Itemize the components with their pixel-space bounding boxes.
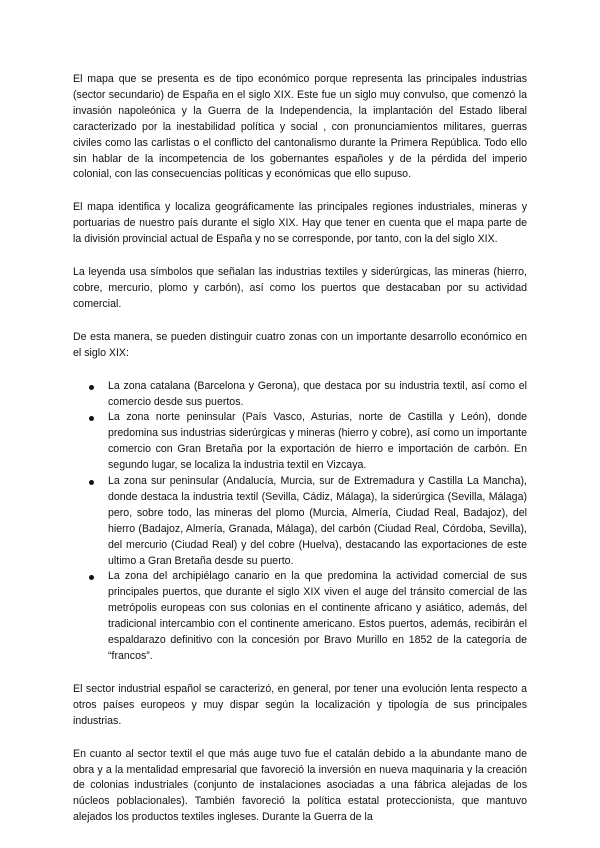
paragraph-industrial-sector: El sector industrial español se caracterizó, en general, por tener una evolución lenta respecto a otros países europeos y muy dispar según la localización y tipología de sus principales industrias. [73,682,527,727]
list-item [108,474,527,569]
zone-text: La zona catalana (Barcelona y Gerona), que destaca por su industria textil, así como el comercio desde sus puertos. [108,379,527,408]
list-item [108,410,527,474]
bullet-icon [89,575,94,580]
zone-text: La zona sur peninsular (Andalucía, Murcia, sur de Extremadura y Castilla La Mancha), donde destaca la industria textil (Sevilla, Cádiz, Málaga), la siderúrgica (Sevilla, Málaga) pero, sobre todo, las mineras del plomo (Murcia, Almería, Ciudad Real, Badajoz), del hierro (Badajoz, Almería, Granada, Málaga), del carbón (Ciudad Real, Córdoba, Sevilla), del mercurio (Ciudad Real) y del cobre (Huelva), destacando las exportaciones de este ultimo a Gran Bretaña desde su puerto. [108,475,527,567]
paragraph-intro: El mapa que se presenta es de tipo económico porque representa las principales industrias (sector secundario) de España en el siglo XIX. Este fue un siglo muy convulso, que comenzó la invasión napoleónica y la Guerra de la Independencia, la implantación del Estado liberal caracterizado por la inestabilidad política y social , con pronunciamientos militares, guerras civiles como las carlistas o el conflicto del cantonalismo durante la Primera República. Todo ello sin hablar de la incompetencia de los gobernantes españoles y de la pérdida del imperio colonial, con las consecuencias políticas y económicas que ello supuso. [73,73,527,181]
bullet-icon [89,385,94,390]
zones-list [73,379,527,665]
list-item [108,569,527,664]
paragraph-zones-intro: De esta manera, se pueden distinguir cuatro zonas con un importante desarrollo económico en el siglo XIX: [73,330,527,359]
zone-text: La zona del archipiélago canario en la que predomina la actividad comercial de sus principales puertos, que durante el siglo XIX viven el auge del tránsito comercial de las metrópolis europeas con sus colonias en el continente africano y asiático, además, del tradicional intercambio con el continente americano. Estos puertos, además, recibirán el espaldarazo definitivo con la concesión por Bravo Murillo en 1852 de la categoría de “francos”. [108,570,527,662]
zone-text: La zona norte peninsular (País Vasco, Asturias, norte de Castilla y León), donde predomina sus industrias siderúrgicas y mineras (hierro y cobre), así como un importante comercio con Gran Bretaña por la exportación de hierro e importación de carbón. En segundo lugar, se localiza la industria textil en Vizcaya. [108,411,527,472]
bullet-icon [89,480,94,485]
paragraph-map-identification: El mapa identifica y localiza geográficamente las principales regiones industriales, mineras y portuarias de nuestro país durante el siglo XIX. Hay que tener en cuenta que el mapa parte de la división provincial actual de España y no se corresponde, por tanto, con la del siglo XIX. [73,201,527,246]
bullet-icon [89,416,94,421]
paragraph-legend: La leyenda usa símbolos que señalan las industrias textiles y siderúrgicas, las mineras (hierro, cobre, mercurio, plomo y carbón), así como los puertos que destacaban por su actividad comercial. [73,266,527,310]
paragraph-textile-sector: En cuanto al sector textil el que más auge tuvo fue el catalán debido a la abundante mano de obra y a la mentalidad empresarial que favoreció la inversión en nueva maquinaria y la creación de colonias industriales (conjunto de instalaciones asociadas a una fábrica alejadas de los núcleos poblacionales). También favoreció la política estatal proteccionista, que mantuvo alejados los productos textiles ingleses. Durante la Guerra de la [73,747,527,824]
list-item [108,379,527,411]
